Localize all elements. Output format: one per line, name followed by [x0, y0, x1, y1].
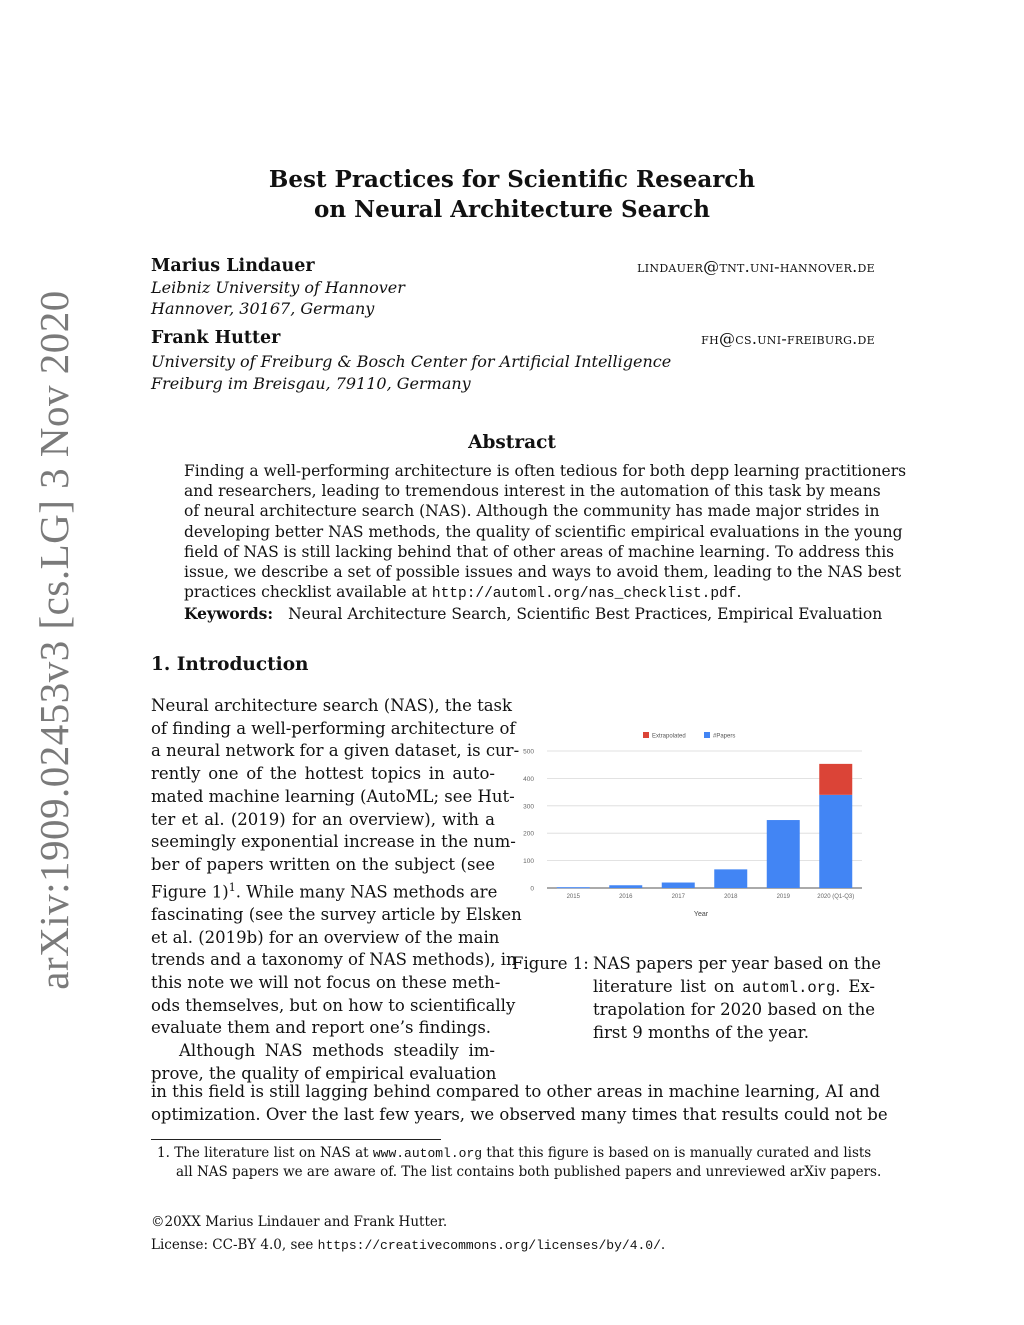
- text-line: this note we will not focus on these meth-: [151, 972, 501, 992]
- chart-legend-label: #Papers: [713, 733, 736, 740]
- chart-x-tick-label: 2016: [619, 894, 633, 900]
- figure-label: Figure 1:: [512, 954, 589, 973]
- text-line: prove, the quality of empirical evaluation: [151, 1063, 497, 1083]
- text-line: ods themselves, but on how to scientifically: [151, 995, 516, 1015]
- footnote-rule: [151, 1139, 441, 1140]
- text-line: et al. (2019b) for an overview of the main: [151, 927, 500, 947]
- chart-gridlines: [547, 751, 862, 888]
- caption-line-prefix: literature list on: [593, 976, 743, 996]
- figure-caption: [512, 953, 882, 1045]
- keywords: [184, 604, 883, 623]
- chart-x-tick-label: 2015: [566, 894, 580, 900]
- title-line-2: on Neural Architecture Search: [314, 196, 710, 223]
- chart-y-tick-label: 400: [523, 775, 534, 783]
- caption-line: [593, 976, 875, 1000]
- text-line: a neural network for a given dataset, is cur-: [151, 741, 520, 761]
- author-block-1: [151, 256, 875, 319]
- text-line: trends and a taxonomy of NAS methods), in: [151, 950, 517, 970]
- caption-line-suffix: . Ex-: [835, 976, 876, 996]
- chart-x-tick-label: 2017: [671, 894, 685, 900]
- chart-legend-swatch: [643, 732, 649, 738]
- author-address: Hannover, 30167, Germany: [151, 299, 375, 318]
- abstract-line: developing better NAS methods, the quality of scientific empirical evaluations in the young: [184, 522, 903, 541]
- abstract-line: field of NAS is still lacking behind that of other areas of machine learning. To address this: [184, 542, 895, 561]
- text-line: optimization. Over the last few years, we observed many times that results could not be: [151, 1104, 888, 1124]
- intro-full-width-text: [151, 1081, 888, 1126]
- chart-bars: [557, 764, 853, 888]
- chart-bar-papers: [662, 883, 695, 888]
- abstract-line: [184, 582, 840, 604]
- text-line: Although NAS methods steadily im-: [179, 1041, 495, 1061]
- license-suffix: .: [660, 1237, 666, 1253]
- text-line: [151, 877, 498, 904]
- abstract-heading: Abstract: [468, 432, 556, 453]
- abstract-line: and researchers, leading to tremendous interest in the automation of this task by means: [184, 482, 881, 501]
- chart-x-axis-label: Year: [693, 911, 709, 918]
- footnote-number: 1.: [157, 1145, 170, 1161]
- copyright-notice: ©20XX Marius Lindauer and Frank Hutter.: [151, 1214, 448, 1230]
- title-line-1: Best Practices for Scientific Research: [268, 166, 756, 193]
- license-prefix: License: CC-BY 4.0, see: [151, 1237, 318, 1253]
- figure-reference[interactable]: Figure 1): [151, 882, 229, 902]
- chart-y-tick-label: 300: [523, 803, 534, 811]
- chart-x-tick-label: 2020 (Q1-Q3): [817, 894, 855, 900]
- chart-legend-swatch: [704, 732, 710, 738]
- chart-y-tick-labels: [523, 749, 534, 893]
- author-email[interactable]: lindauer@tnt.uni-hannover.de: [637, 257, 875, 276]
- chart-y-tick-label: 500: [523, 748, 534, 756]
- text-line: ber of papers written on the subject (see: [151, 854, 495, 874]
- chart-bar-papers: [557, 887, 590, 888]
- author-address: Freiburg im Breisgau, 79110, Germany: [151, 374, 471, 393]
- chart-legend: [643, 732, 735, 740]
- chart-bar-papers: [609, 885, 642, 888]
- text-line: in this field is still lagging behind compared to other areas in machine learning, AI and: [151, 1082, 881, 1101]
- paper-title: [0, 165, 1024, 225]
- caption-line: trapolation for 2020 based on the: [593, 1000, 875, 1020]
- text-line: seemingly exponential increase in the num-: [151, 832, 516, 852]
- footnote-line: [151, 1144, 875, 1163]
- intro-column-text: [151, 695, 522, 1085]
- license-notice: [151, 1237, 665, 1253]
- author-block-2: [151, 328, 875, 394]
- abstract-body: [184, 461, 907, 604]
- chart-y-tick-label: 0: [530, 885, 534, 893]
- chart-x-tick-label: 2019: [776, 894, 790, 900]
- chart-legend-label: Extrapolated: [652, 733, 686, 740]
- keywords-text: Neural Architecture Search, Scientific Best Practices, Empirical Evaluation: [288, 605, 883, 623]
- author-affiliation: University of Freiburg & Bosch Center for Artificial Intelligence: [151, 352, 672, 371]
- author-email[interactable]: fh@cs.uni-freiburg.de: [701, 329, 875, 348]
- text-line: of finding a well-performing architecture of: [151, 718, 516, 738]
- author-affiliation: Leibniz University of Hannover: [151, 278, 405, 297]
- license-link[interactable]: https://creativecommons.org/licenses/by/4.0/: [317, 1238, 661, 1253]
- chart-x-tick-labels: [567, 894, 855, 900]
- abstract-line: of neural architecture search (NAS). Although the community has made major strides in: [184, 502, 880, 521]
- author-name: Frank Hutter: [151, 328, 281, 348]
- caption-line: first 9 months of the year.: [593, 1023, 809, 1043]
- chart-bar-extrapolated: [819, 764, 852, 795]
- automl-link[interactable]: automl.org: [742, 978, 836, 997]
- footnote-marker[interactable]: 1: [228, 880, 236, 894]
- footnote: [151, 1144, 882, 1181]
- chart-y-tick-label: 200: [523, 830, 534, 838]
- figure-caption-body: [593, 953, 882, 1045]
- footnote-line: all NAS papers we are aware of. The list contains both published papers and unreviewed arXiv papers.: [176, 1164, 882, 1180]
- text-line: ter et al. (2019) for an overview), with a: [151, 809, 495, 829]
- chart-bar-papers: [714, 869, 747, 888]
- chart-bar-papers: [767, 820, 800, 888]
- footnote-link[interactable]: www.automl.org: [372, 1146, 483, 1161]
- nas-papers-bar-chart: [515, 720, 875, 935]
- chart-y-tick-label: 100: [523, 858, 534, 866]
- text-line: Neural architecture search (NAS), the task: [151, 696, 513, 715]
- keywords-label: Keywords:: [184, 604, 274, 623]
- abstract-line: Finding a well-performing architecture is often tedious for both depp learning practitioners: [184, 462, 907, 480]
- abstract-line: issue, we describe a set of possible issues and ways to avoid them, leading to the NAS best: [184, 563, 902, 582]
- text-line: fascinating (see the survey article by Elsken: [151, 904, 522, 924]
- arxiv-identifier-stamp: arXiv:1909.02453v3 [cs.LG] 3 Nov 2020: [31, 290, 77, 990]
- footnote-prefix: The literature list on NAS at: [174, 1145, 373, 1161]
- footnote-suffix: that this figure is based on is manually curated and lists: [482, 1145, 872, 1161]
- text-line-tail: . While many NAS methods are: [235, 882, 498, 902]
- caption-line: NAS papers per year based on the: [593, 954, 882, 973]
- text-line: rently one of the hottest topics in auto-: [151, 764, 495, 784]
- abstract-line-suffix: .: [736, 583, 742, 602]
- checklist-link[interactable]: http://automl.org/nas_checklist.pdf: [431, 586, 737, 603]
- text-line: mated machine learning (AutoML; see Hut-: [151, 786, 515, 806]
- abstract-line-prefix: practices checklist available at: [184, 583, 432, 602]
- chart-x-tick-label: 2018: [724, 894, 738, 900]
- text-line: evaluate them and report one’s findings.: [151, 1018, 492, 1038]
- chart-bar-papers: [819, 795, 852, 888]
- section-heading-introduction: 1. Introduction: [151, 654, 309, 675]
- author-name: Marius Lindauer: [151, 256, 315, 276]
